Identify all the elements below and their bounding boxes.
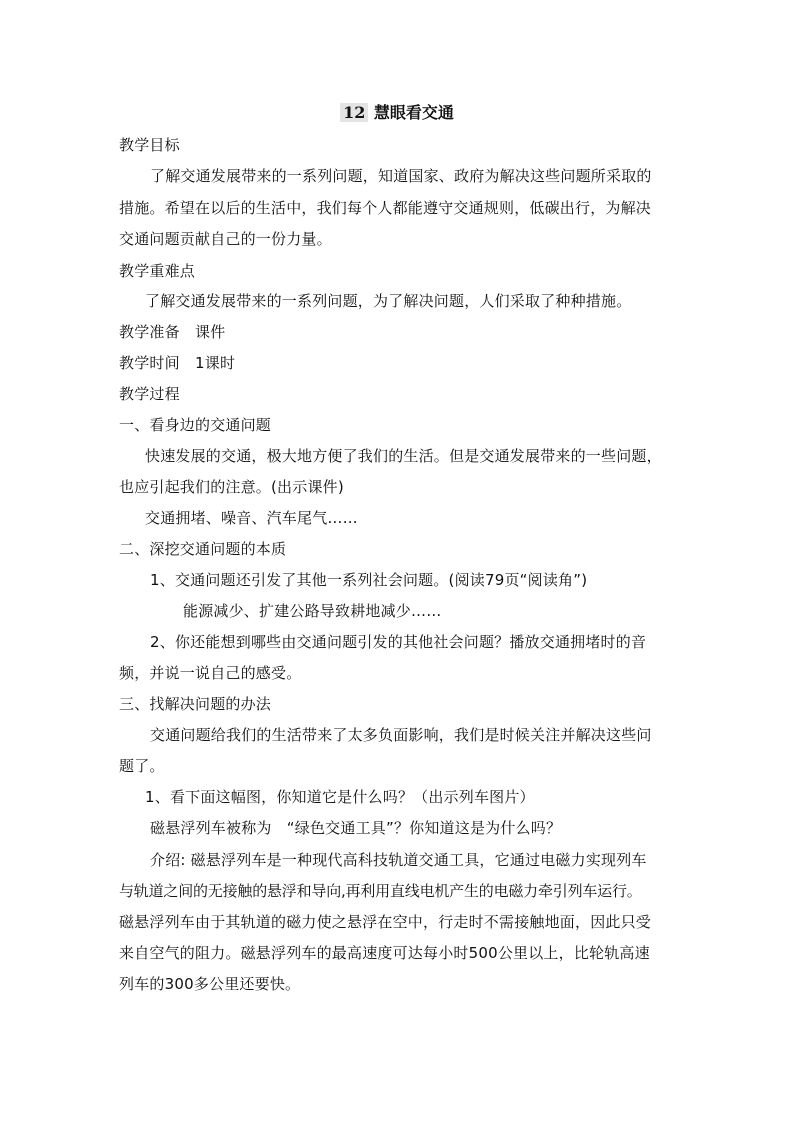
teaching-preparation: 教学准备 课件 [119,323,226,341]
heading-key-points: 教学重难点 [119,262,196,280]
paragraph-line: 来自空气的阻力。磁悬浮列车的最高速度可达每小时500公里以上，比轮轨高速 [119,944,650,962]
section-heading-2: 二、深挖交通问题的本质 [119,540,287,558]
paragraph-line: 磁悬浮列车被称为 “绿色交通工具”？你知道这是为什么吗？ [150,819,562,837]
section-heading-3: 三、找解决问题的办法 [119,695,272,713]
paragraph-line: 能源减少、扩建公路导致耕地减少…… [183,602,442,620]
paragraph-line: 措施。希望在以后的生活中，我们每个人都能遵守交通规则，低碳出行，为解决 [119,199,652,217]
teaching-time: 教学时间 1课时 [119,354,236,372]
list-item: 1、交通问题还引发了其他一系列社会问题。(阅读79页“阅读角”) [150,571,588,589]
heading-teaching-process: 教学过程 [119,385,180,403]
heading-teaching-goals: 教学目标 [119,136,180,154]
paragraph-line: 频，并说一说自己的感受。 [119,664,302,682]
section-heading-1: 一、看身边的交通问题 [119,416,272,434]
lesson-title [0,102,794,124]
paragraph-line: 快速发展的交通，极大地方便了我们的生活。但是交通发展带来的一些问题， [145,447,662,465]
paragraph-line: 交通问题贡献自己的一份力量。 [119,230,332,248]
lesson-title-text: 慧眼看交通 [373,103,454,122]
paragraph-line: 交通问题给我们的生活带来了太多负面影响，我们是时候关注并解决这些问 [150,726,652,744]
paragraph-line: 交通拥堵、噪音、汽车尾气…… [145,509,358,527]
paragraph-line: 了解交通发展带来的一系列问题，为了解决问题，人们采取了种种措施。 [145,292,632,310]
paragraph-line: 了解交通发展带来的一系列问题，知道国家、政府为解决这些问题所采取的 [150,167,652,185]
paragraph-line: 磁悬浮列车由于其轨道的磁力使之悬浮在空中，行走时不需接触地面，因此只受 [119,913,652,931]
list-item: 2、你还能想到哪些由交通问题引发的其他社会问题？播放交通拥堵时的音 [150,633,647,651]
paragraph-line: 题了。 [119,757,165,775]
lesson-number: 12 [340,103,368,122]
paragraph-line: 列车的300多公里还要快。 [119,975,301,993]
list-item: 1、看下面这幅图，你知道它是什么吗？（出示列车图片） [145,788,535,806]
paragraph-line: 介绍: 磁悬浮列车是一种现代高科技轨道交通工具，它通过电磁力实现列车 [150,851,647,869]
paragraph-line: 也应引起我们的注意。(出示课件) [119,478,344,496]
paragraph-line: 与轨道之间的无接触的悬浮和导向,再利用直线电机产生的电磁力牵引列车运行。 [119,882,642,900]
